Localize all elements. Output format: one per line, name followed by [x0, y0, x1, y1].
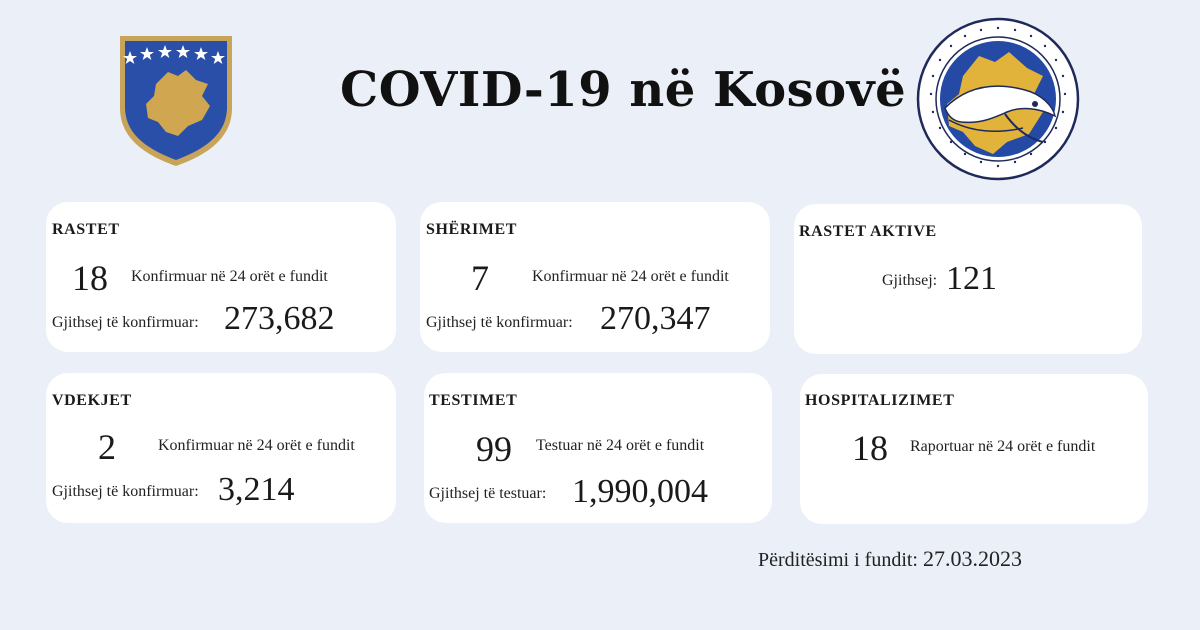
- kosovo-coat-of-arms-icon: [116, 32, 236, 173]
- total-label: Gjithsej të testuar:: [429, 485, 547, 502]
- desc-24h: Konfirmuar në 24 orët e fundit: [532, 268, 729, 285]
- desc-24h: Raportuar në 24 orët e fundit: [910, 438, 1096, 455]
- value-24h: 18: [72, 258, 108, 298]
- national-institute-logo-icon: [915, 16, 1081, 187]
- card-title: HOSPITALIZIMET: [805, 392, 955, 409]
- page-title: COVID-19 në Kosovë: [340, 62, 907, 118]
- card-title: RASTET AKTIVE: [799, 223, 937, 240]
- card-testimet: [424, 373, 772, 523]
- last-updated-label: Përditësimi i fundit:: [758, 549, 918, 571]
- value-24h: 2: [98, 427, 116, 467]
- total-label: Gjithsej të konfirmuar:: [52, 314, 199, 331]
- card-title: TESTIMET: [429, 392, 518, 409]
- total-value: 273,682: [224, 300, 335, 337]
- card-title: RASTET: [52, 221, 120, 238]
- desc-24h: Testuar në 24 orët e fundit: [536, 437, 705, 454]
- card-hospitalizimet: [800, 374, 1148, 524]
- card-rastet-aktive: [794, 204, 1142, 354]
- desc-24h: Konfirmuar në 24 orët e fundit: [131, 268, 328, 285]
- total-value: 3,214: [218, 471, 295, 508]
- value-24h: 18: [852, 428, 888, 468]
- total-value: 270,347: [600, 300, 711, 337]
- card-title: VDEKJET: [52, 392, 132, 409]
- card-sherimet: [420, 202, 770, 352]
- last-updated-date: 27.03.2023: [923, 546, 1022, 571]
- value-24h: 7: [471, 258, 489, 298]
- card-vdekjet: [46, 373, 396, 523]
- card-title: SHËRIMET: [426, 221, 518, 238]
- total-label: Gjithsej të konfirmuar:: [426, 314, 573, 331]
- total-value: 1,990,004: [572, 473, 708, 510]
- last-updated: [758, 546, 1022, 572]
- card-rastet: [46, 202, 396, 352]
- total-label: Gjithsej të konfirmuar:: [52, 483, 199, 500]
- total-label: Gjithsej:: [882, 272, 938, 289]
- desc-24h: Konfirmuar në 24 orët e fundit: [158, 437, 355, 454]
- total-value: 121: [946, 260, 997, 297]
- value-24h: 99: [476, 429, 512, 469]
